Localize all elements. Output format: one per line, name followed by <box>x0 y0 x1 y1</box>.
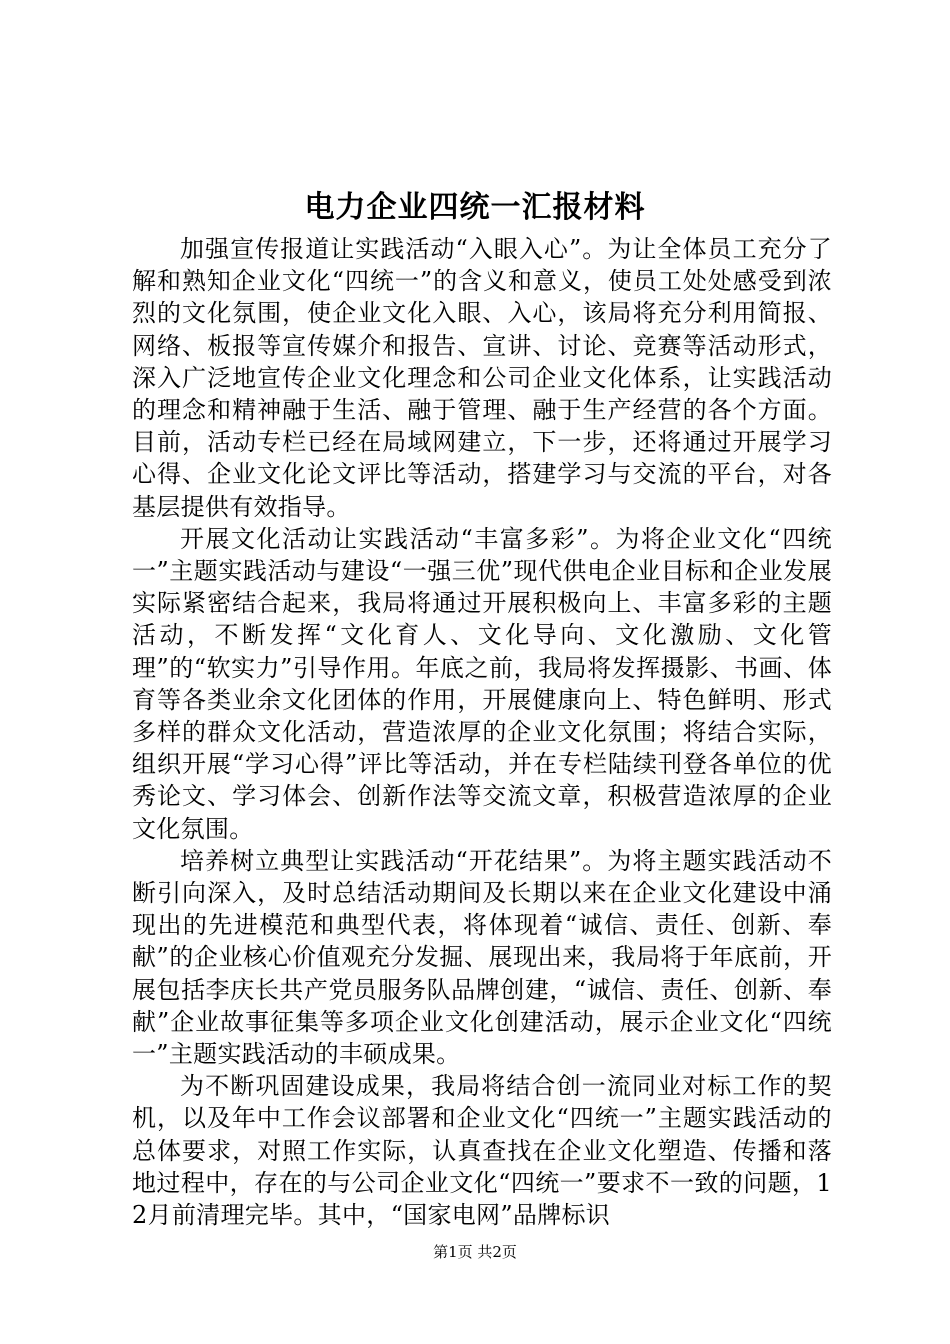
document-title: 电力企业四统一汇报材料 <box>304 190 646 225</box>
paragraph-role-models: 培养树立典型让实践活动“开花结果”。为将主题实践活动不断引向深入，及时总结活动期间及长期以来在企业文化建设中涌现出的先进模范和典型代表，将体现着“诚信、责任、创新、奉献”的企业核心价值观充分发掘、展现出来，我局将于年底前，开展包括李庆长共产党员服务队品牌创建，“诚信、责任、创新、奉献”企业故事征集等多项企业文化创建活动，展示企业文化“四统一”主题实践活动的丰硕成果。 <box>132 846 832 1069</box>
document-body <box>132 233 832 1231</box>
paragraph-publicity: 加强宣传报道让实践活动“入眼入心”。为让全体员工充分了解和熟知企业文化“四统一”的含义和意义，使员工处处感受到浓烈的文化氛围，使企业文化入眼、入心，该局将充分利用简报、网络、板报等宣传媒介和报告、宣讲、讨论、竞赛等活动形式，深入广泛地宣传企业文化理念和公司企业文化体系，让实践活动的理念和精神融于生活、融于管理、融于生产经营的各个方面。目前，活动专栏已经在局域网建立，下一步，还将通过开展学习心得、企业文化论文评比等活动，搭建学习与交流的平台，对各基层提供有效指导。 <box>132 235 832 521</box>
paragraph-consolidation: 为不断巩固建设成果，我局将结合创一流同业对标工作的契机，以及年中工作会议部署和企业文化“四统一”主题实践活动的总体要求，对照工作实际，认真查找在企业文化塑造、传播和落地过程中，存在的与公司企业文化“四统一”要求不一致的问题，12月前清理完毕。其中，“国家电网”品牌标识 <box>132 1072 832 1230</box>
paragraph-cultural-activities: 开展文化活动让实践活动“丰富多彩”。为将企业文化“四统一”主题实践活动与建设“一强三优”现代供电企业目标和企业发展实际紧密结合起来，我局将通过开展积极向上、丰富多彩的主题活动，不断发挥“文化育人、文化导向、文化激励、文化管理”的“软实力”引导作用。年底之前，我局将发挥摄影、书画、体育等各类业余文化团体的作用，开展健康向上、特色鲜明、形式多样的群众文化活动，营造浓厚的企业文化氛围；将结合实际，组织开展“学习心得”评比等活动，并在专栏陆续刊登各单位的优秀论文、学习体会、创新作法等交流文章，积极营造浓厚的企业文化氛围。 <box>132 524 832 843</box>
page-number-footer: 第1页 共2页 <box>433 1243 517 1261</box>
